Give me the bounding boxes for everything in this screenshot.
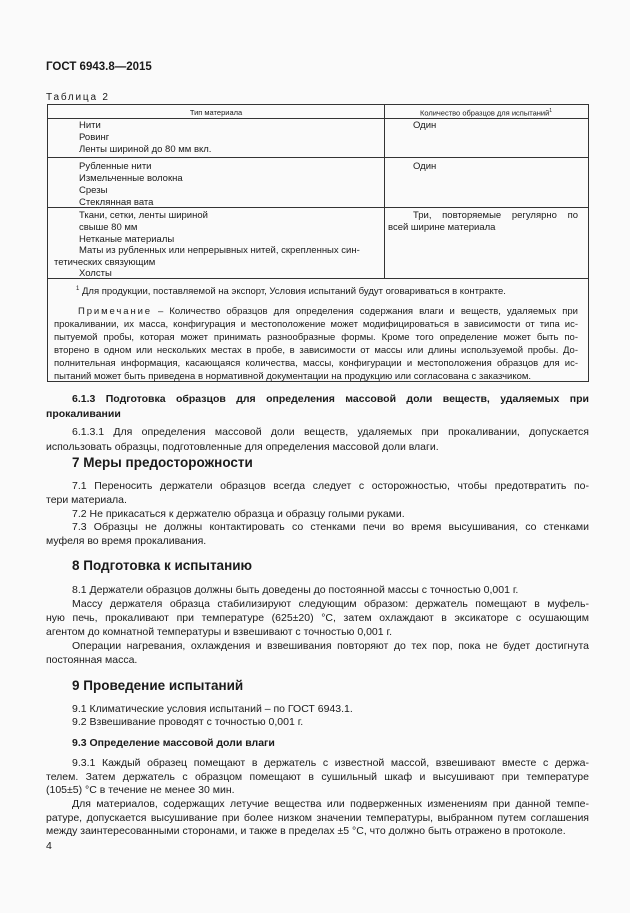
paragraph-line: 6.1.3.1 Для определения массовой доли веществ, удаляемых при прокаливании, допускается [72, 426, 589, 438]
sample-count: Один [413, 161, 437, 172]
sample-count: всей ширине материала [388, 222, 496, 233]
material-name: тетических связующим [54, 257, 156, 268]
note-line: пытуемой пробы, которая может принимать разнообразные формы. Кроме того определение может быть по- [54, 332, 578, 343]
paragraph-line: агентом до комнатной температуры и взвешивают с точностью 0,001 г. [46, 626, 392, 638]
material-name: Срезы [79, 185, 108, 196]
material-name: Ленты шириной до 80 мм вкл. [79, 144, 212, 155]
note-line: прокаливании, их масса, конфигурация и местоположение может модифицироваться в зависимости от типа ис- [54, 319, 578, 330]
note-line: вторено в одном или нескольких местах в пробе, в зависимости от массы или длины используемой пробы. До- [54, 345, 578, 356]
paragraph-line: (105±5) °C в течение не менее 30 мин. [46, 784, 235, 796]
table-header-row [48, 105, 588, 119]
paragraph-line: 9.3.1 Каждый образец помещают в держатель с известной массой, взвешивают вместе с держа- [72, 757, 589, 769]
paragraph-line: муфеля во время прокаливания. [46, 535, 207, 547]
paragraph-line: 7.3 Образцы не должны контактировать со стенками печи во время высушивания, со стенками [72, 521, 589, 533]
materials-table [47, 104, 589, 382]
material-name: Ткани, сетки, ленты шириной [79, 210, 208, 221]
table-caption: Таблица 2 [46, 92, 110, 103]
table-row [48, 119, 588, 158]
note-line: полнительная информация, касающаяся количества, массы, конфигурации и местоположения образцов для ис- [54, 358, 578, 369]
paragraph-line: 8.1 Держатели образцов должны быть доведены до постоянной массы с точностью 0,001 г. [72, 584, 519, 596]
paragraph-line: ратуре, допускается высушивание при более низком значении температуры, выбранном путем соглашения [46, 812, 589, 824]
material-name: Маты из рубленных или непрерывных нитей, скрепленных син- [79, 245, 360, 256]
subsection-heading: 9.3 Определение массовой доли влаги [72, 737, 275, 749]
paragraph-line: Для материалов, содержащих летучие вещества или подверженных изменениям при данной темпе- [72, 798, 589, 810]
material-name: Нетканые материалы [79, 234, 175, 245]
note-line: пытаний может быть приведена в нормативной документации на продукцию или согласована с заказчиком. [54, 371, 532, 382]
paragraph-line: 9.1 Климатические условия испытаний – по ГОСТ 6943.1. [72, 703, 353, 715]
page-number: 4 [46, 840, 52, 852]
section-title: 8 Подготовка к испытанию [72, 558, 253, 573]
material-name: Измельченные волокна [79, 173, 183, 184]
paragraph-line: 7.1 Переносить держатели образцов всегда следует с осторожностью, чтобы предотвратить по- [72, 480, 589, 492]
sample-count: Три, повторяемые регулярно по [413, 210, 578, 221]
material-name: Рубленные нити [79, 161, 152, 172]
subsection-heading: прокаливании [46, 408, 121, 420]
column-header-sample-count: Количество образцов для испытаний$^1$ [419, 108, 553, 118]
material-name: Нити [79, 120, 101, 131]
material-name: Ровинг [79, 132, 110, 143]
sample-count: Один [413, 120, 437, 131]
subsection-heading: 6.1.3 Подготовка образцов для определения массовой доли веществ, удаляемых при [72, 393, 589, 405]
material-name: свыше 80 мм [79, 222, 138, 233]
paragraph-line: между заинтересованными сторонами, и также в пределах ±5 °C, что должно быть отражено в протоколе. [46, 825, 566, 837]
paragraph-line: 7.2 Не прикасаться к держателю образца и образцу голыми руками. [72, 508, 405, 520]
paragraph-line: 9.2 Взвешивание проводят с точностью 0,001 г. [72, 716, 304, 728]
note-line: Примечание – Количество образцов для определения содержания влаги и веществ, удаляемых при [78, 306, 578, 317]
paragraph-line: ную печь, прокаливают при температуре (625±20) °C, затем охлаждают в эксикаторе с осушающим [46, 612, 589, 624]
paragraph-line: постоянная масса. [46, 654, 138, 666]
section-title: 7 Меры предосторожности [72, 455, 253, 470]
note-label: Примечание [78, 306, 152, 317]
table-footnote: $^1$ Для продукции, поставляемой на экспорт, Условия испытаний будут оговариваться в контракте. [76, 286, 506, 298]
paragraph-line: Операции нагревания, охлаждения и взвешивания повторяют до тех пор, пока не будет достигнута [72, 640, 589, 652]
section-title: 9 Проведение испытаний [72, 678, 244, 693]
paragraph-line: тери материала. [46, 494, 127, 506]
table-row [48, 158, 588, 208]
document-header: ГОСТ 6943.8—2015 [46, 61, 152, 73]
paragraph-line: использовать образцы, подготовленные для определения массовой доли влаги. [46, 441, 439, 453]
material-name: Холсты [79, 268, 112, 279]
material-name: Стеклянная вата [79, 197, 154, 208]
paragraph-line: Массу держателя образца стабилизируют следующим образом: держатель помещают в муфель- [72, 598, 589, 610]
column-header-material-type: Тип материала [189, 108, 243, 117]
table-row [48, 208, 588, 279]
paragraph-line: телем. Затем держатель с образцом помещают в сушильный шкаф и высушивают при температуре [46, 771, 589, 783]
